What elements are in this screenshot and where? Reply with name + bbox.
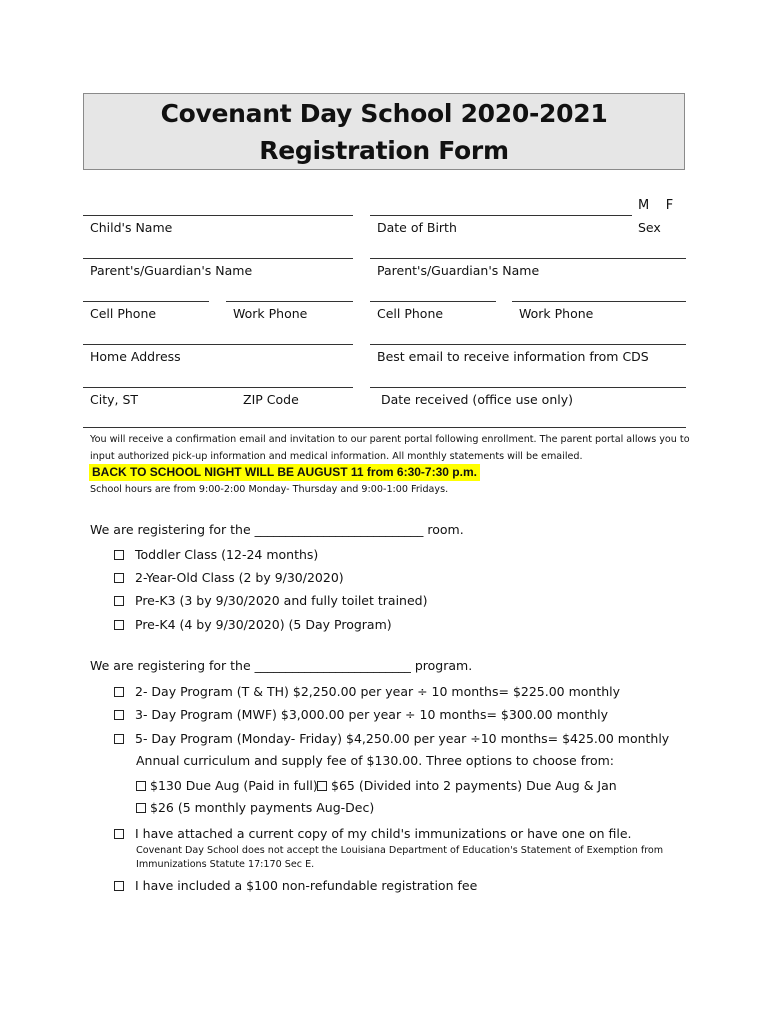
fee-option[interactable]	[136, 800, 374, 815]
portal-info-text: You will receive a confirmation email and invitation to our parent portal following enrollment. The parent portal allows you to input authorized pick-up information and medical information. All monthly statements will be emailed.	[90, 434, 690, 462]
cell-phone-2-line[interactable]	[370, 301, 496, 302]
program-option[interactable]	[114, 731, 669, 746]
city-zip-line[interactable]	[83, 387, 353, 388]
cell-phone-1-line[interactable]	[83, 301, 209, 302]
title-box	[83, 93, 685, 170]
checkbox[interactable]	[114, 620, 124, 630]
school-hours-text: School hours are from 9:00-2:00 Monday- Thursday and 9:00-1:00 Fridays.	[90, 484, 449, 495]
work-phone-2-line[interactable]	[512, 301, 686, 302]
program-sentence: We are registering for the _________________________ program.	[90, 658, 473, 673]
fee-option[interactable]	[317, 778, 617, 793]
registration-fee-option[interactable]	[114, 878, 477, 893]
room-option-label: Pre-K3 (3 by 9/30/2020 and fully toilet trained)	[135, 593, 428, 608]
zip-code-label: ZIP Code	[243, 392, 299, 407]
checkbox[interactable]	[317, 781, 327, 791]
room-option-label: Pre-K4 (4 by 9/30/2020) (5 Day Program)	[135, 617, 392, 632]
room-option[interactable]	[114, 617, 392, 632]
sex-options: M F	[638, 198, 674, 213]
work-phone-1-label: Work Phone	[233, 306, 308, 321]
room-option-label: Toddler Class (12-24 months)	[135, 547, 319, 562]
child-name-line[interactable]	[83, 215, 353, 216]
fee-option[interactable]	[136, 778, 318, 793]
best-email-line[interactable]	[370, 344, 686, 345]
room-option[interactable]	[114, 570, 344, 585]
dob-label: Date of Birth	[377, 220, 457, 235]
checkbox[interactable]	[136, 803, 146, 813]
fee-option-label: $26 (5 monthly payments Aug-Dec)	[150, 800, 375, 815]
cell-phone-1-label: Cell Phone	[90, 306, 157, 321]
fee-note: Annual curriculum and supply fee of $130.00. Three options to choose from:	[136, 753, 615, 768]
program-option[interactable]	[114, 684, 620, 699]
room-option-label: 2-Year-Old Class (2 by 9/30/2020)	[135, 570, 344, 585]
checkbox[interactable]	[114, 734, 124, 744]
form-title: Covenant Day School 2020-2021 Registration Form	[160, 98, 608, 165]
guardian-name-2-line[interactable]	[370, 258, 686, 259]
immunization-note: Covenant Day School does not accept the Louisiana Department of Education's Statement of Exemption from Immunizations Statute 17:170 Sec E.	[136, 845, 664, 870]
room-option[interactable]	[114, 547, 318, 562]
checkbox[interactable]	[114, 596, 124, 606]
immunization-label: I have attached a current copy of my child's immunizations or have one on file.	[135, 826, 632, 841]
program-option-label: 5- Day Program (Monday- Friday) $4,250.00 per year ÷10 months= $425.00 monthly	[135, 731, 670, 746]
room-sentence: We are registering for the ___________________________ room.	[90, 522, 464, 537]
date-received-line[interactable]	[370, 387, 686, 388]
checkbox[interactable]	[114, 829, 124, 839]
checkbox[interactable]	[114, 710, 124, 720]
checkbox[interactable]	[114, 881, 124, 891]
immunization-option[interactable]	[114, 826, 632, 841]
program-option[interactable]	[114, 707, 608, 722]
child-name-label: Child's Name	[90, 220, 173, 235]
sex-label: Sex	[638, 220, 661, 235]
work-phone-1-line[interactable]	[226, 301, 353, 302]
dob-line[interactable]	[370, 215, 632, 216]
work-phone-2-label: Work Phone	[519, 306, 594, 321]
date-received-label: Date received (office use only)	[381, 392, 573, 407]
checkbox[interactable]	[136, 781, 146, 791]
guardian-name-1-label: Parent's/Guardian's Name	[90, 263, 253, 278]
divider	[83, 427, 686, 428]
program-option-label: 3- Day Program (MWF) $3,000.00 per year ÷ 10 months= $300.00 monthly	[135, 707, 609, 722]
cell-phone-2-label: Cell Phone	[377, 306, 444, 321]
home-address-line[interactable]	[83, 344, 353, 345]
home-address-label: Home Address	[90, 349, 181, 364]
registration-fee-label: I have included a $100 non-refundable registration fee	[135, 878, 478, 893]
checkbox[interactable]	[114, 687, 124, 697]
fee-option-label: $65 (Divided into 2 payments) Due Aug & Jan	[331, 778, 617, 793]
program-option-label: 2- Day Program (T & TH) $2,250.00 per year ÷ 10 months= $225.00 monthly	[135, 684, 621, 699]
guardian-name-2-label: Parent's/Guardian's Name	[377, 263, 540, 278]
fee-option-label: $130 Due Aug (Paid in full)	[150, 778, 318, 793]
best-email-label: Best email to receive information from CDS	[377, 349, 649, 364]
city-st-label: City, ST	[90, 392, 139, 407]
checkbox[interactable]	[114, 573, 124, 583]
back-to-school-notice: BACK TO SCHOOL NIGHT WILL BE AUGUST 11 from 6:30-7:30 p.m.	[89, 464, 480, 481]
room-option[interactable]	[114, 593, 427, 608]
checkbox[interactable]	[114, 550, 124, 560]
guardian-name-1-line[interactable]	[83, 258, 353, 259]
